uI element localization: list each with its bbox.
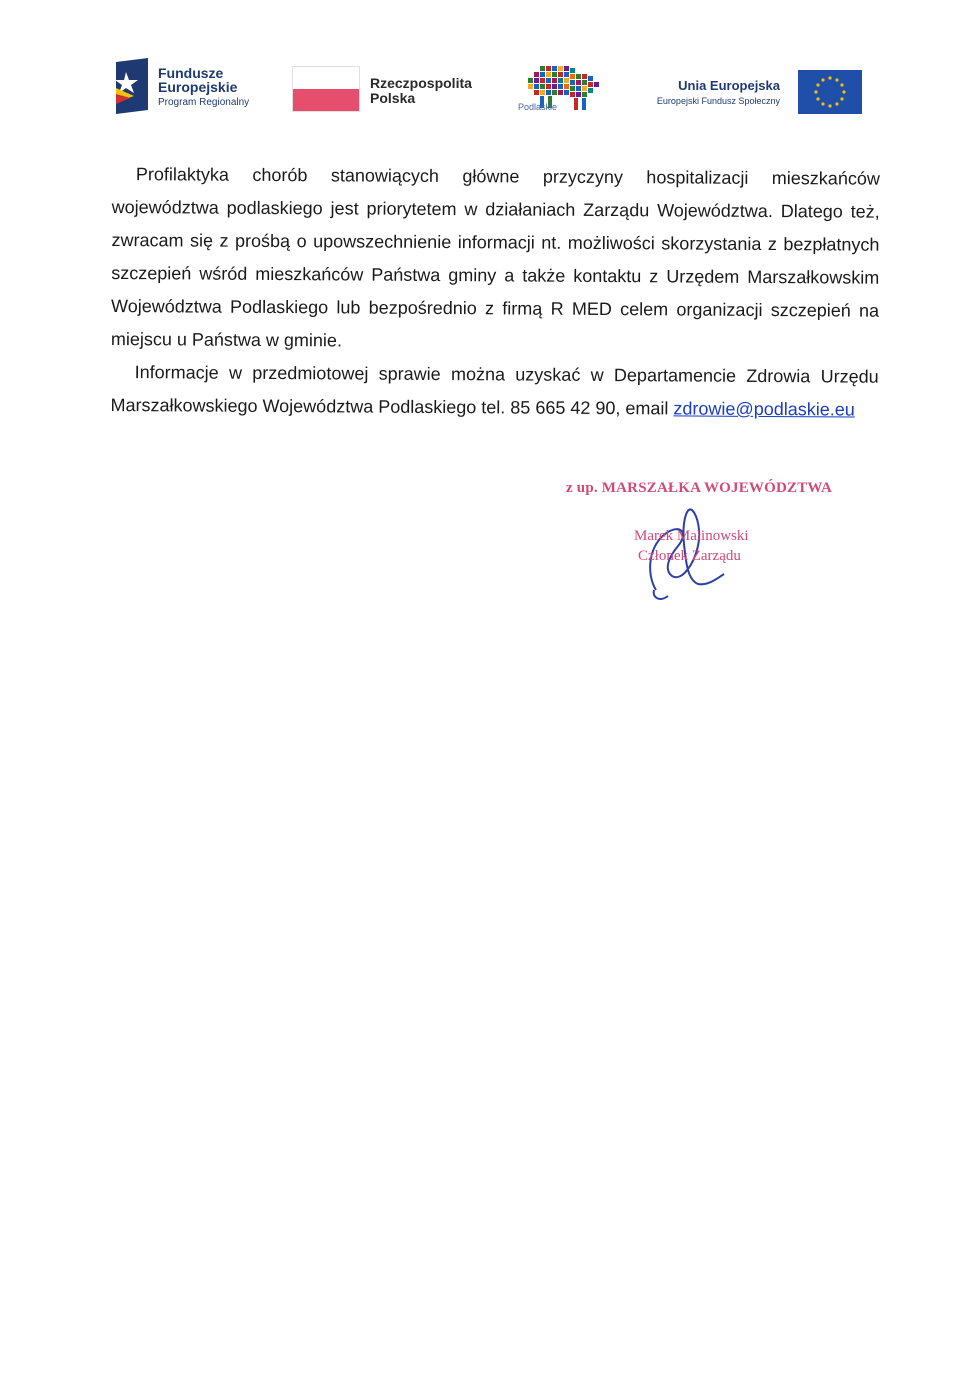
ue-subtitle: Europejski Fundusz Społeczny	[656, 96, 780, 106]
fundusze-europejskie-icon	[112, 58, 152, 114]
fundusze-line3: Program Regionalny	[158, 97, 250, 108]
rzeczpospolita-polska-logo	[292, 56, 492, 120]
email-link[interactable]: zdrowie@podlaskie.eu	[673, 398, 855, 420]
rp-line1: Rzeczpospolita	[370, 75, 472, 91]
body-paragraph-2-text: Informacje w przedmiotowej sprawie można uzyskać w Departamencie Zdrowia Urzędu Marszałkowskiego Województwa Podlaskiego tel. 85 665 42 90, email	[110, 362, 879, 419]
ue-title: Unia Europejska	[678, 78, 780, 93]
signature-authority: z up. MARSZAŁKA WOJEWÓDZTWA	[566, 480, 833, 496]
signer-name: Marek Malinowski	[634, 528, 749, 544]
signature-block	[560, 476, 850, 606]
podlaskie-logo	[512, 56, 608, 120]
polish-flag-icon	[292, 66, 360, 112]
body-paragraph-1: Profilaktyka chorób stanowiących główne przyczyny hospitalizacji mieszkańców województwa podlaskiego jest priorytetem w działaniach Zarządu Województwa. Dlatego też, zwracam się z prośbą o upowszechnienie informacji nt. możliwości skorzystania z bezpłatnych szczepień wśród mieszkańców Państwa gminy a także kontaktu z Urzędem Marszałkowskim Województwa Podlaskiego lub bezpośrednio z firmą R MED celem organizacji szczepień na miejscu u Państwa w gminie.	[110, 164, 880, 351]
body-paragraph-2	[110, 356, 878, 427]
signer-role: Członek Zarządu	[638, 548, 741, 564]
rp-line2: Polska	[370, 90, 416, 106]
eu-flag-icon	[798, 70, 862, 114]
fundusze-line1: Fundusze	[158, 65, 224, 81]
unia-europejska-logo	[630, 56, 862, 120]
logo-bar	[112, 56, 862, 120]
fundusze-line2: Europejskie	[158, 79, 238, 95]
letter-body	[110, 158, 880, 427]
fundusze-europejskie-logo	[112, 56, 262, 120]
podlaskie-label: Podlaskie	[518, 102, 558, 112]
